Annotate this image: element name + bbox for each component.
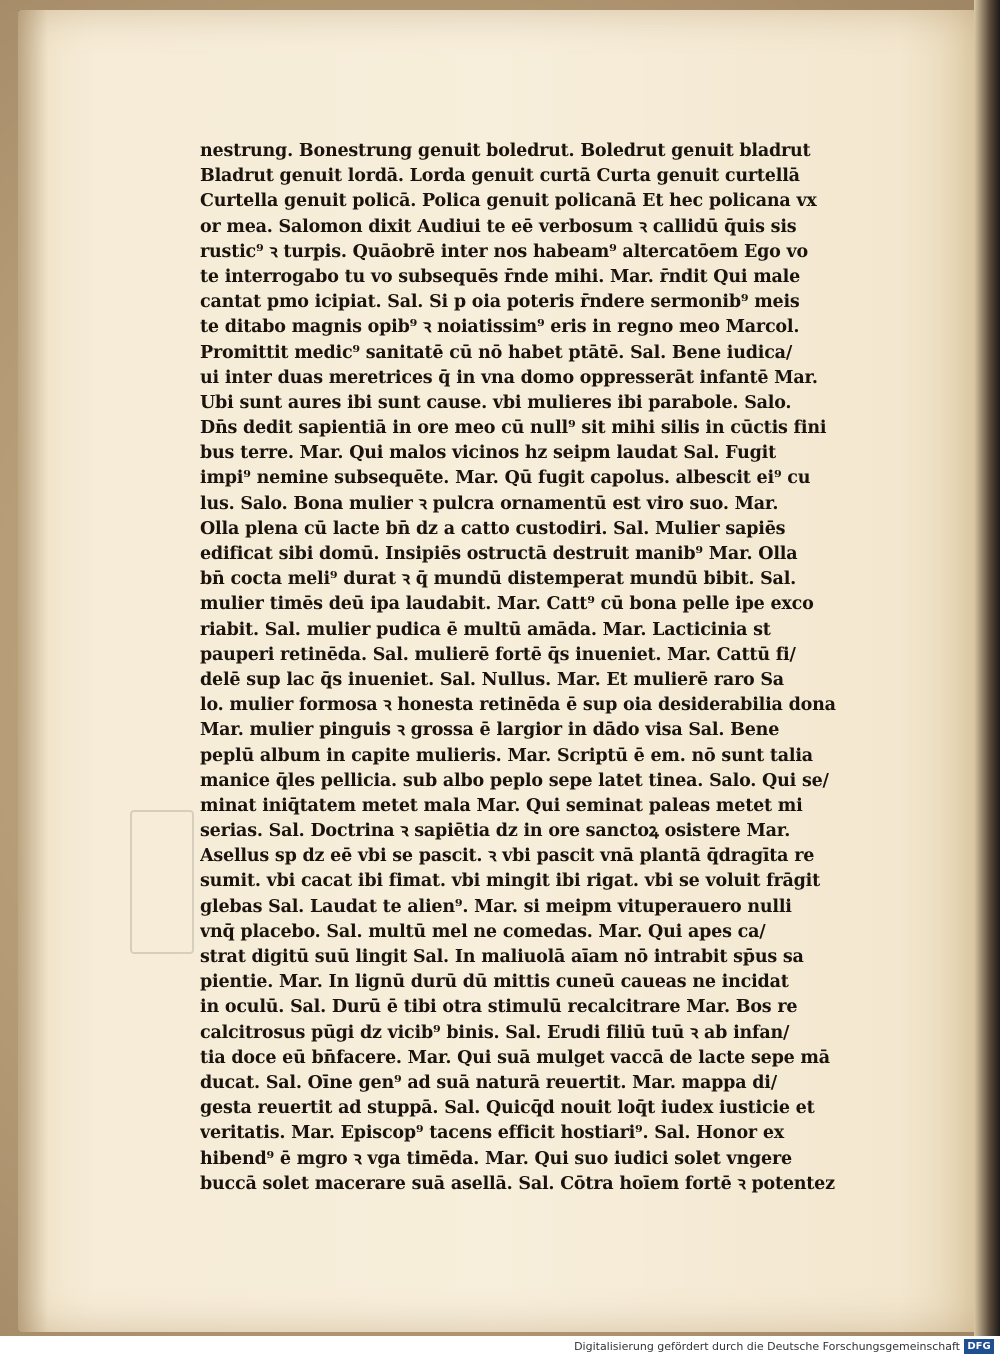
text-line: pauperi retinēda. Sal. mulierē fortē q̄s inueniet. Mar. Cattū fi/ [200,644,796,665]
book-edge [974,0,1000,1336]
text-line: Olla plena cū lacte bn̄ dz a catto custodiri. Sal. Mulier sapiēs [200,518,786,539]
text-line: tia doce eū bn̄facere. Mar. Qui suā mulget vaccā de lacte sepe mā [200,1047,830,1068]
text-line: Mar. mulier pinguis ꝛ grossa ē largior in dādo visa Sal. Bene [200,720,780,741]
text-line: ui inter duas meretrices q̄ in vna domo oppresserāt infantē Mar. [200,367,818,388]
text-line: strat digitū suū lingit Sal. In maliuolā aīam nō intrabit sp̄us sa [200,947,804,967]
text-line: gesta reuertit ad stuppā. Sal. Quicq̄d nouit loq̄t iudex iusticie et [200,1098,815,1119]
text-line: bus terre. Mar. Qui malos vicinos hz seipm laudat Sal. Fugit [200,443,776,464]
text-line: lus. Salo. Bona mulier ꝛ pulcra ornamentū est viro suo. Mar. [200,493,779,514]
text-line: nestrung. Bonestrung genuit boledrut. Boledrut genuit bladrut [200,141,811,161]
text-line: peplū album in capite mulieris. Mar. Scriptū ē em. nō sunt talia [200,745,813,766]
text-line: Dn̄s dedit sapientiā in ore meo cū null⁹ sit mihi silis in cūctis fini [200,418,827,439]
text-line: Promittit medic⁹ sanitatē cū nō habet ptātē. Sal. Bene iudica/ [200,342,793,363]
text-line: lo. mulier formosa ꝛ honesta retinēda ē sup oia desiderabilia dona [200,695,836,716]
text-line: mulier timēs deū ipa laudabit. Mar. Catt⁹ cū bona pelle ipe exco [200,594,814,615]
text-line: in oculū. Sal. Durū ē tibi otra stimulū recalcitrare Mar. Bos re [200,997,798,1018]
text-line: impi⁹ nemine subsequēte. Mar. Qū fugit capolus. albescit ei⁹ cu [200,468,811,489]
text-line: or mea. Salomon dixit Audiui te eē verbosum ꝛ callidū q̄uis sis [200,216,797,237]
dfg-logo: DFG [964,1339,994,1354]
text-line: buccā solet macerare suā asellā. Sal. Cōtra hoīem fortē ꝛ potentez [200,1173,835,1194]
text-line: sumit. vbi cacat ibi fimat. vbi mingit ibi rigat. vbi se voluit frāgit [200,871,820,892]
text-line: riabit. Sal. mulier pudica ē multū amāda. Mar. Lacticinia st [200,619,771,640]
text-line: pientie. Mar. In lignū durū dū mittis cuneū caueas ne incidat [200,972,789,993]
text-line: ducat. Sal. Oīne gen⁹ ad suā naturā reuertit. Mar. mappa di/ [200,1072,777,1093]
text-line: calcitrosus pūgi dz vicib⁹ binis. Sal. Erudi filiū tuū ꝛ ab infan/ [200,1022,790,1043]
text-line: Ubi sunt aures ibi sunt cause. vbi mulieres ibi parabole. Salo. [200,392,792,413]
library-stamp-ghost [130,810,194,954]
text-line: vnq̄ placebo. Sal. multū mel ne comedas. Mar. Qui apes ca/ [200,921,766,942]
text-line: Curtella genuit policā. Polica genuit policanā Et hec policana vx [200,191,817,212]
footer-bar [0,1336,1000,1358]
text-line: serias. Sal. Doctrina ꝛ sapiētia dz in ore sanctoꝝ osistere Mar. [200,821,791,842]
text-line: minat iniq̄tatem metet mala Mar. Qui seminat paleas metet mi [200,795,803,816]
text-line: cantat pmo icipiat. Sal. Si p oia poteris r̄ndere sermonib⁹ meis [200,292,800,313]
text-line: hibend⁹ ē mgro ꝛ vga timēda. Mar. Qui suo iudici solet vngere [200,1148,792,1169]
page-gutter-shadow [18,10,48,1332]
text-line: delē sup lac q̄s inueniet. Sal. Nullus. Mar. Et mulierē raro Sa [200,669,784,690]
text-line: veritatis. Mar. Episcop⁹ tacens efficit hostiari⁹. Sal. Honor ex [200,1123,784,1144]
text-line: Bladrut genuit lordā. Lorda genuit curtā Curta genuit curtellā [200,166,800,187]
text-line: bn̄ cocta meli⁹ durat ꝛ q̄ mundū distemperat mundū bibit. Sal. [200,569,797,590]
text-line: glebas Sal. Laudat te alien⁹. Mar. si meipm vituperauero nulli [200,896,792,917]
funding-credit: Digitalisierung gefördert durch die Deutsche Forschungsgemeinschaft [574,1340,960,1353]
text-line: manice q̄les pellicia. sub albo peplo sepe latet tinea. Salo. Qui se/ [200,770,829,791]
text-line: te interrogabo tu vo subsequēs r̄nde mihi. Mar. r̄ndit Qui male [200,266,801,287]
text-line: rustic⁹ ꝛ turpis. Quāobrē inter nos habeam⁹ altercatōem Ego vo [200,241,808,262]
text-line: te ditabo magnis opib⁹ ꝛ noiatissim⁹ eris in regno meo Marcol. [200,317,800,338]
text-line: edificat sibi domū. Insipiēs ostructā destruit manib⁹ Mar. Olla [200,544,798,564]
printed-text-block [200,139,860,1197]
text-line: Asellus sp dz eē vbi se pascit. ꝛ vbi pascit vnā plantā q̄dragīta re [200,846,815,867]
